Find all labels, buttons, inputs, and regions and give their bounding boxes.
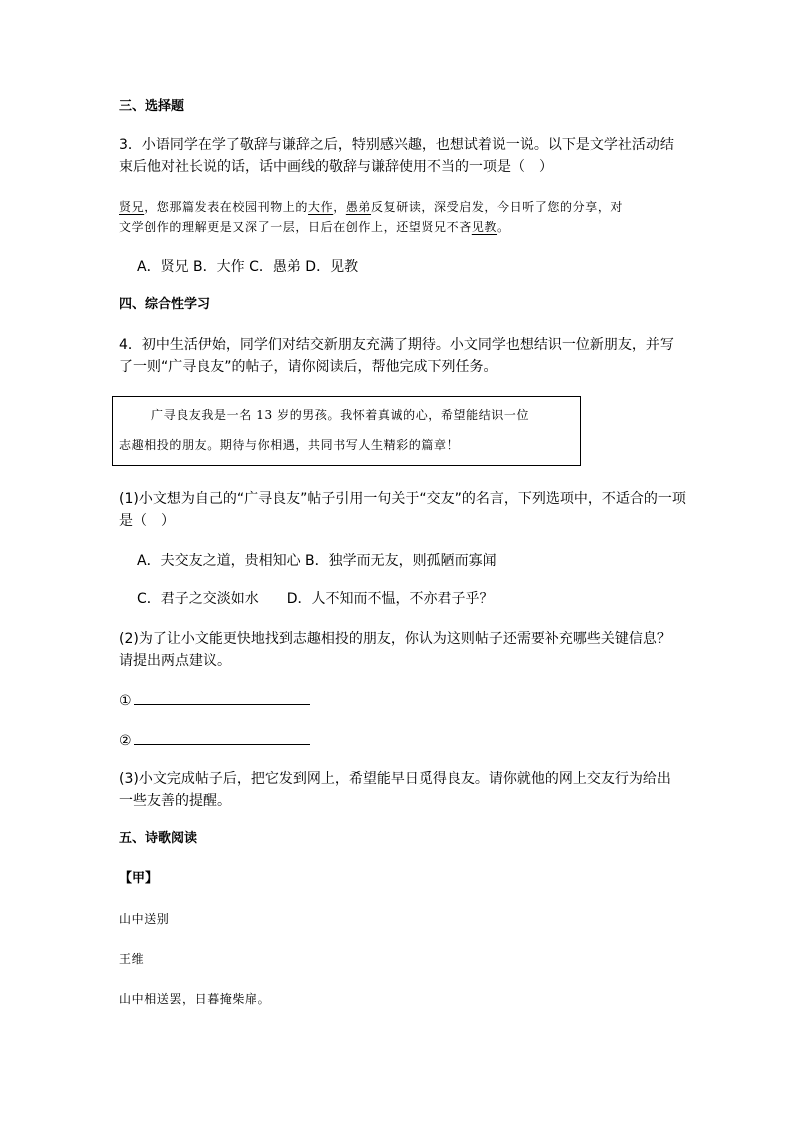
section-heading-comprehensive: 四、综合性学习 (119, 297, 211, 312)
answer-blank-1[interactable] (134, 690, 310, 705)
passage-segment: ，您那篇发表在校园刊物上的 (144, 200, 309, 214)
poem-title: 山中送别 (119, 912, 170, 926)
sub-question-2-line-2: 请提出两点建议。 (119, 653, 231, 669)
answer-blank-2[interactable] (134, 730, 310, 745)
sub-question-1-line-2: 是（ ） (119, 513, 175, 529)
passage-line-2 (119, 216, 679, 238)
post-line-2: 志趣相投的朋友。期待与你相遇，共同书写人生精彩的篇章！ (119, 438, 460, 452)
underlined-word-jianjiao: 见教 (471, 220, 498, 234)
poem-line-1: 山中相送罢，日暮掩柴扉。 (119, 992, 271, 1006)
poem-label: 【甲】 (119, 871, 159, 886)
section-heading-poetry: 五、诗歌阅读 (119, 831, 198, 846)
passage-segment: ， (333, 200, 346, 214)
sub-question-2-line-1: (2)为了让小文能更快地找到志趣相投的朋友，你认为这则帖子还需要补充哪些关键信息？ (119, 631, 671, 647)
underlined-word-xianxiong: 贤兄 (119, 200, 145, 214)
poem-author: 王维 (119, 952, 145, 966)
section-heading-choice: 三、选择题 (119, 99, 185, 114)
underlined-word-dazuo: 大作 (308, 200, 334, 214)
question-4-line-2: 了一则“广寻良友”的帖子，请你阅读后，帮他完成下列任务。 (119, 359, 498, 375)
passage-segment: 。 (497, 220, 510, 234)
question-3-line-2: 束后他对社长说的话，话中画线的敬辞与谦辞使用不当的一项是（ ） (119, 159, 553, 175)
passage-segment: 反复研读，深受启发，今日听了您的分享，对 (371, 200, 624, 214)
post-box (112, 396, 581, 466)
answer-marker-1: ① (119, 693, 132, 709)
question-4-line-1: 4．初中生活伊始，同学们对结交新朋友充满了期待。小文同学也想结识一位新朋友，并写 (119, 337, 674, 353)
sub-question-1-options-1: A．夫交友之道，贵相知心 B．独学而无友，则孤陋而寡闻 (137, 553, 497, 569)
question-3-line-1: 3．小语同学在学了敬辞与谦辞之后，特别感兴趣，也想试着说一说。以下是文学社活动结 (119, 137, 674, 153)
sub-question-3-line-1: (3)小文完成帖子后，把它发到网上，希望能早日觅得良友。请你就他的网上交友行为给出 (119, 771, 671, 787)
question-3-options: A．贤兄 B．大作 C．愚弟 D．见教 (137, 259, 359, 275)
answer-line-2 (119, 730, 679, 752)
passage-segment: 文学创作的理解更是又深了一层，日后在创作上，还望贤兄不吝 (119, 220, 472, 234)
passage-line-1 (119, 196, 679, 218)
sub-question-1-options-2: C．君子之交淡如水 D．人不知而不愠，不亦君子乎？ (137, 591, 494, 607)
sub-question-3-line-2: 一些友善的提醒。 (119, 793, 231, 809)
answer-line-1 (119, 690, 679, 712)
underlined-word-yudi: 愚弟 (345, 200, 372, 214)
answer-marker-2: ② (119, 733, 132, 749)
sub-question-1-line-1: (1)小文想为自己的“广寻良友”帖子引用一句关于“交友”的名言，下列选项中，不适合的一项 (119, 491, 686, 507)
post-line-1: 广寻良友我是一名 13 岁的男孩。我怀着真诚的心，希望能结识一位 (151, 408, 530, 422)
